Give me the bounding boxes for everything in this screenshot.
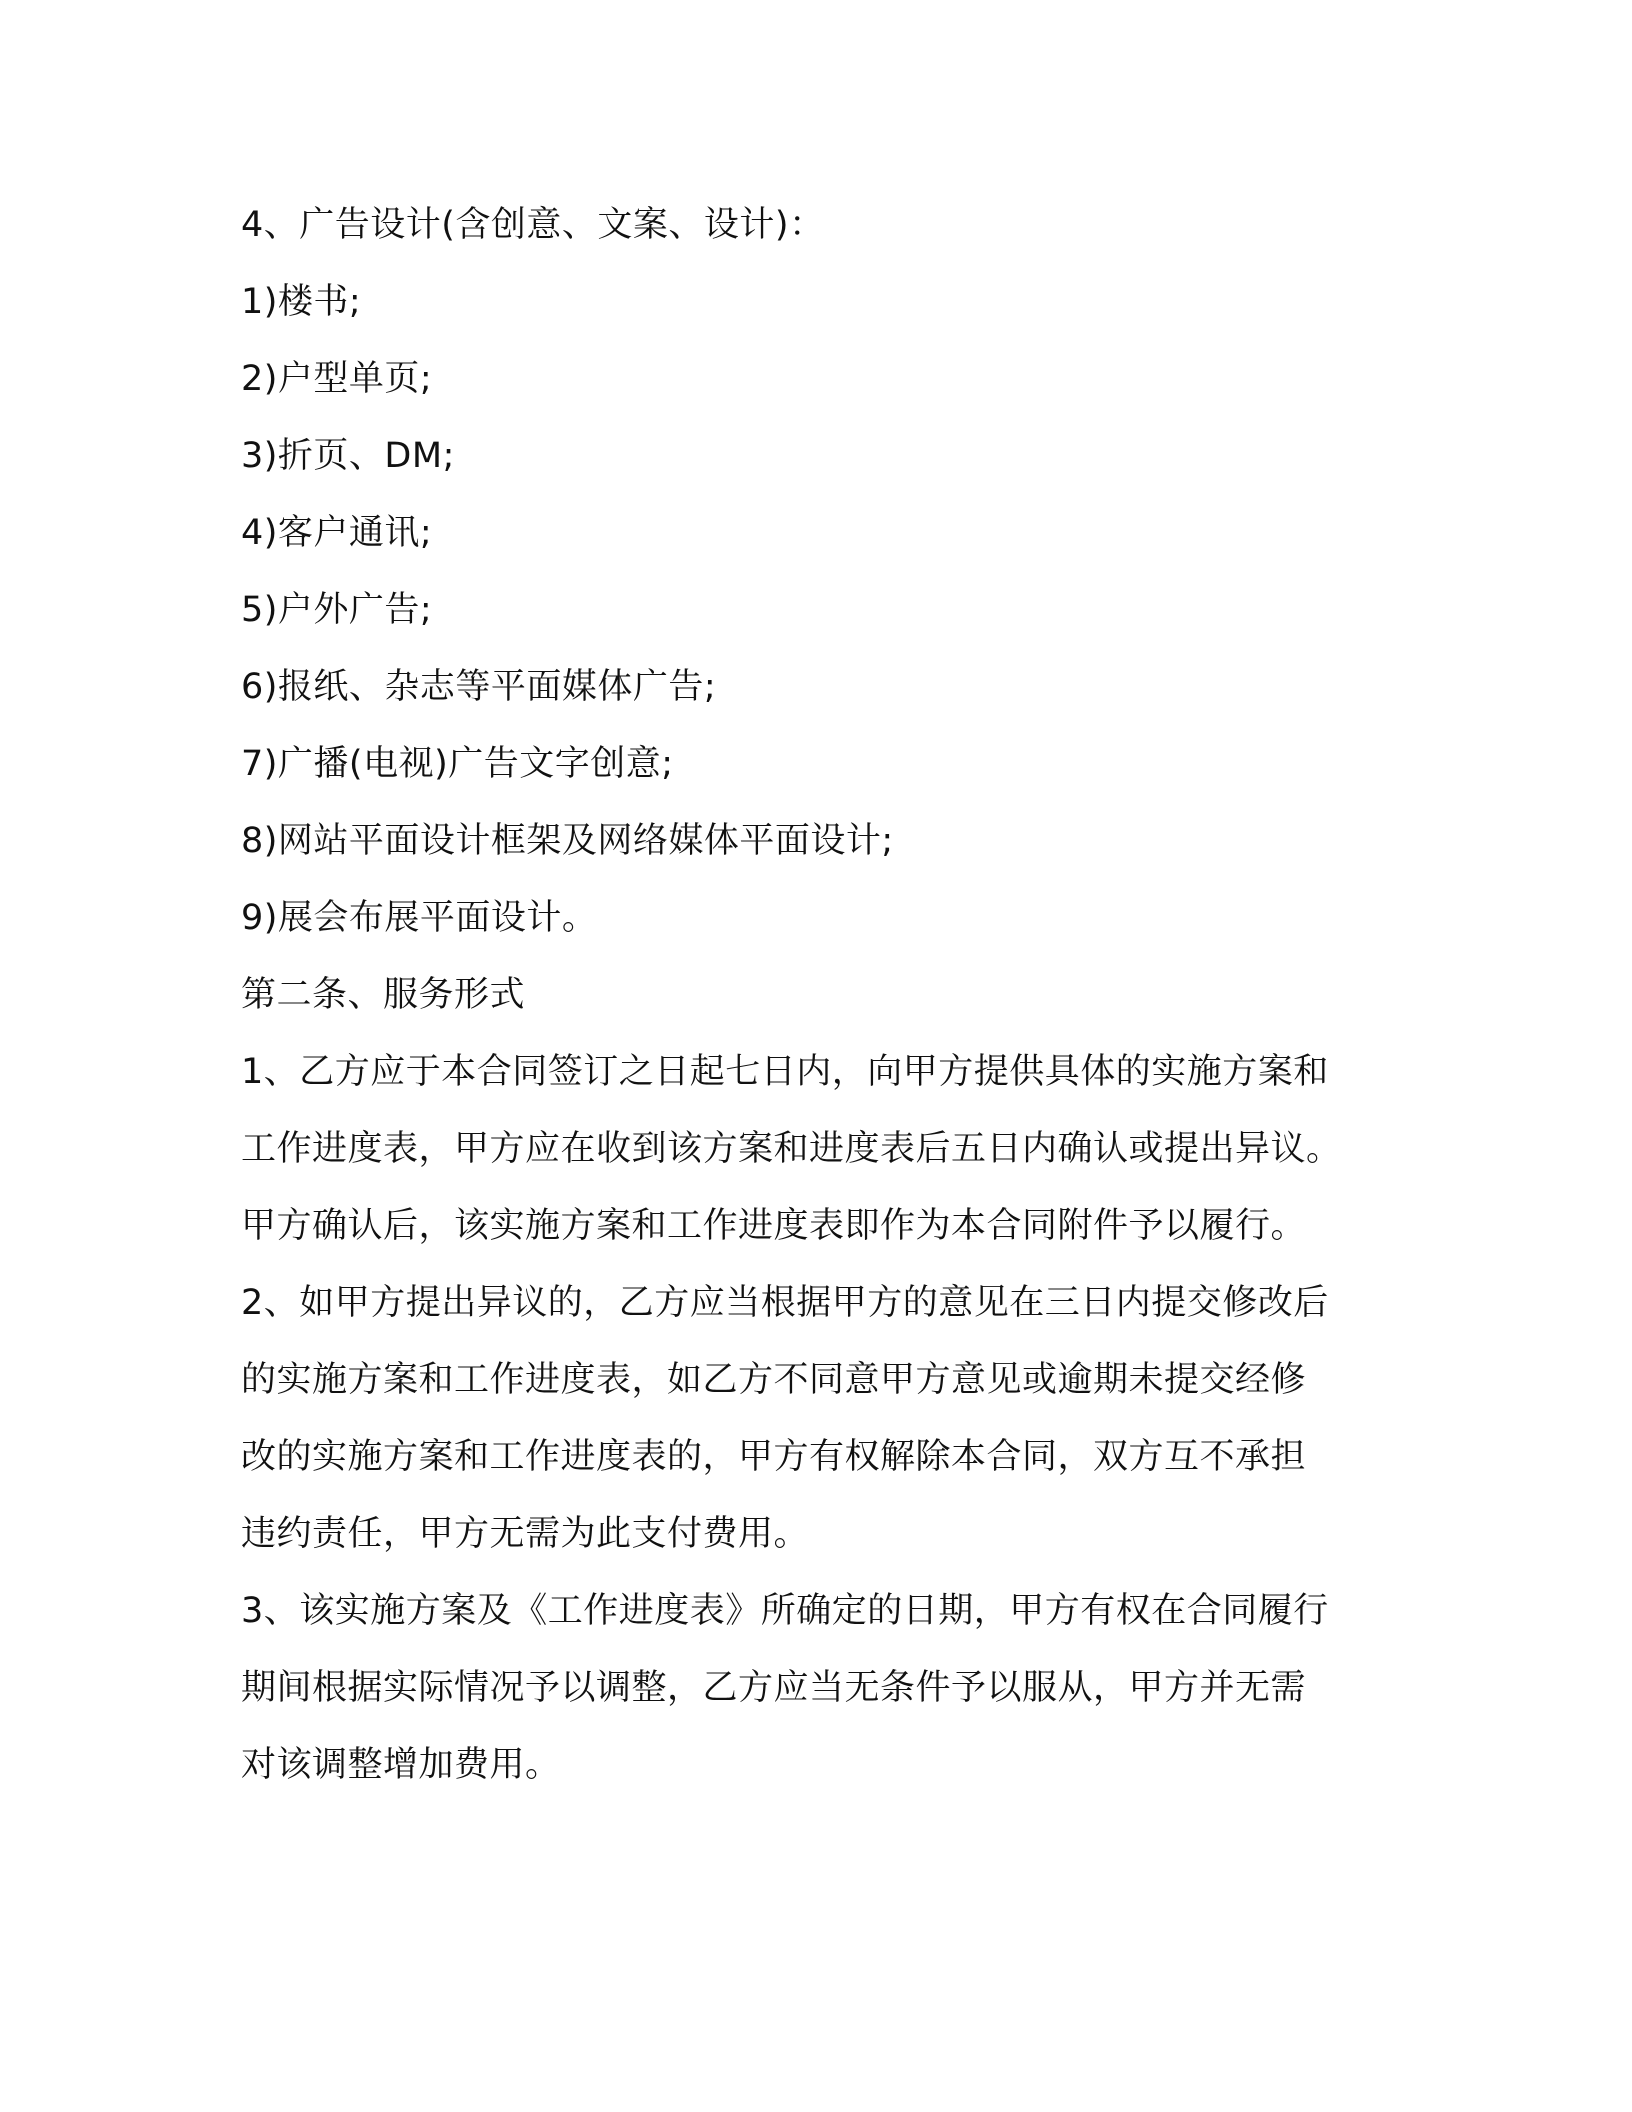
clause-2-line-1: 2、如甲方提出异议的，乙方应当根据甲方的意见在三日内提交修改后 — [241, 1283, 1329, 1323]
article-heading-service-form: 第二条、服务形式 — [241, 975, 526, 1015]
list-item-brochure: 1)楼书; — [241, 282, 362, 322]
clause-2-line-3: 改的实施方案和工作进度表的，甲方有权解除本合同，双方互不承担 — [241, 1437, 1307, 1477]
list-item-print-media-ad: 6)报纸、杂志等平面媒体广告; — [241, 667, 717, 707]
list-item-client-newsletter: 4)客户通讯; — [241, 513, 433, 553]
document-body — [241, 187, 1401, 1804]
clause-1-line-1: 1、乙方应于本合同签订之日起七日内，向甲方提供具体的实施方案和 — [241, 1052, 1329, 1092]
section-heading-ad-design: 4、广告设计(含创意、文案、设计)： — [241, 205, 825, 245]
clause-2-line-4: 违约责任，甲方无需为此支付费用。 — [241, 1514, 810, 1554]
clause-1-line-2: 工作进度表，甲方应在收到该方案和进度表后五日内确认或提出异议。 — [241, 1129, 1342, 1169]
clause-3-line-1: 3、该实施方案及《工作进度表》所确定的日期，甲方有权在合同履行 — [241, 1591, 1329, 1631]
clause-1-line-3: 甲方确认后，该实施方案和工作进度表即作为本合同附件予以履行。 — [241, 1206, 1307, 1246]
clause-2-line-2: 的实施方案和工作进度表，如乙方不同意甲方意见或逾期未提交经修 — [241, 1360, 1307, 1400]
list-item-broadcast-copy: 7)广播(电视)广告文字创意; — [241, 744, 674, 784]
list-item-outdoor-ad: 5)户外广告; — [241, 590, 433, 630]
list-item-web-design: 8)网站平面设计框架及网络媒体平面设计; — [241, 821, 894, 861]
clause-3-line-3: 对该调整增加费用。 — [241, 1745, 561, 1785]
list-item-unit-leaflet: 2)户型单页; — [241, 359, 433, 399]
clause-3-line-2: 期间根据实际情况予以调整，乙方应当无条件予以服从，甲方并无需 — [241, 1668, 1307, 1708]
list-item-exhibition-design: 9)展会布展平面设计。 — [241, 898, 598, 938]
list-item-folder-dm: 3)折页、DM; — [241, 436, 455, 476]
